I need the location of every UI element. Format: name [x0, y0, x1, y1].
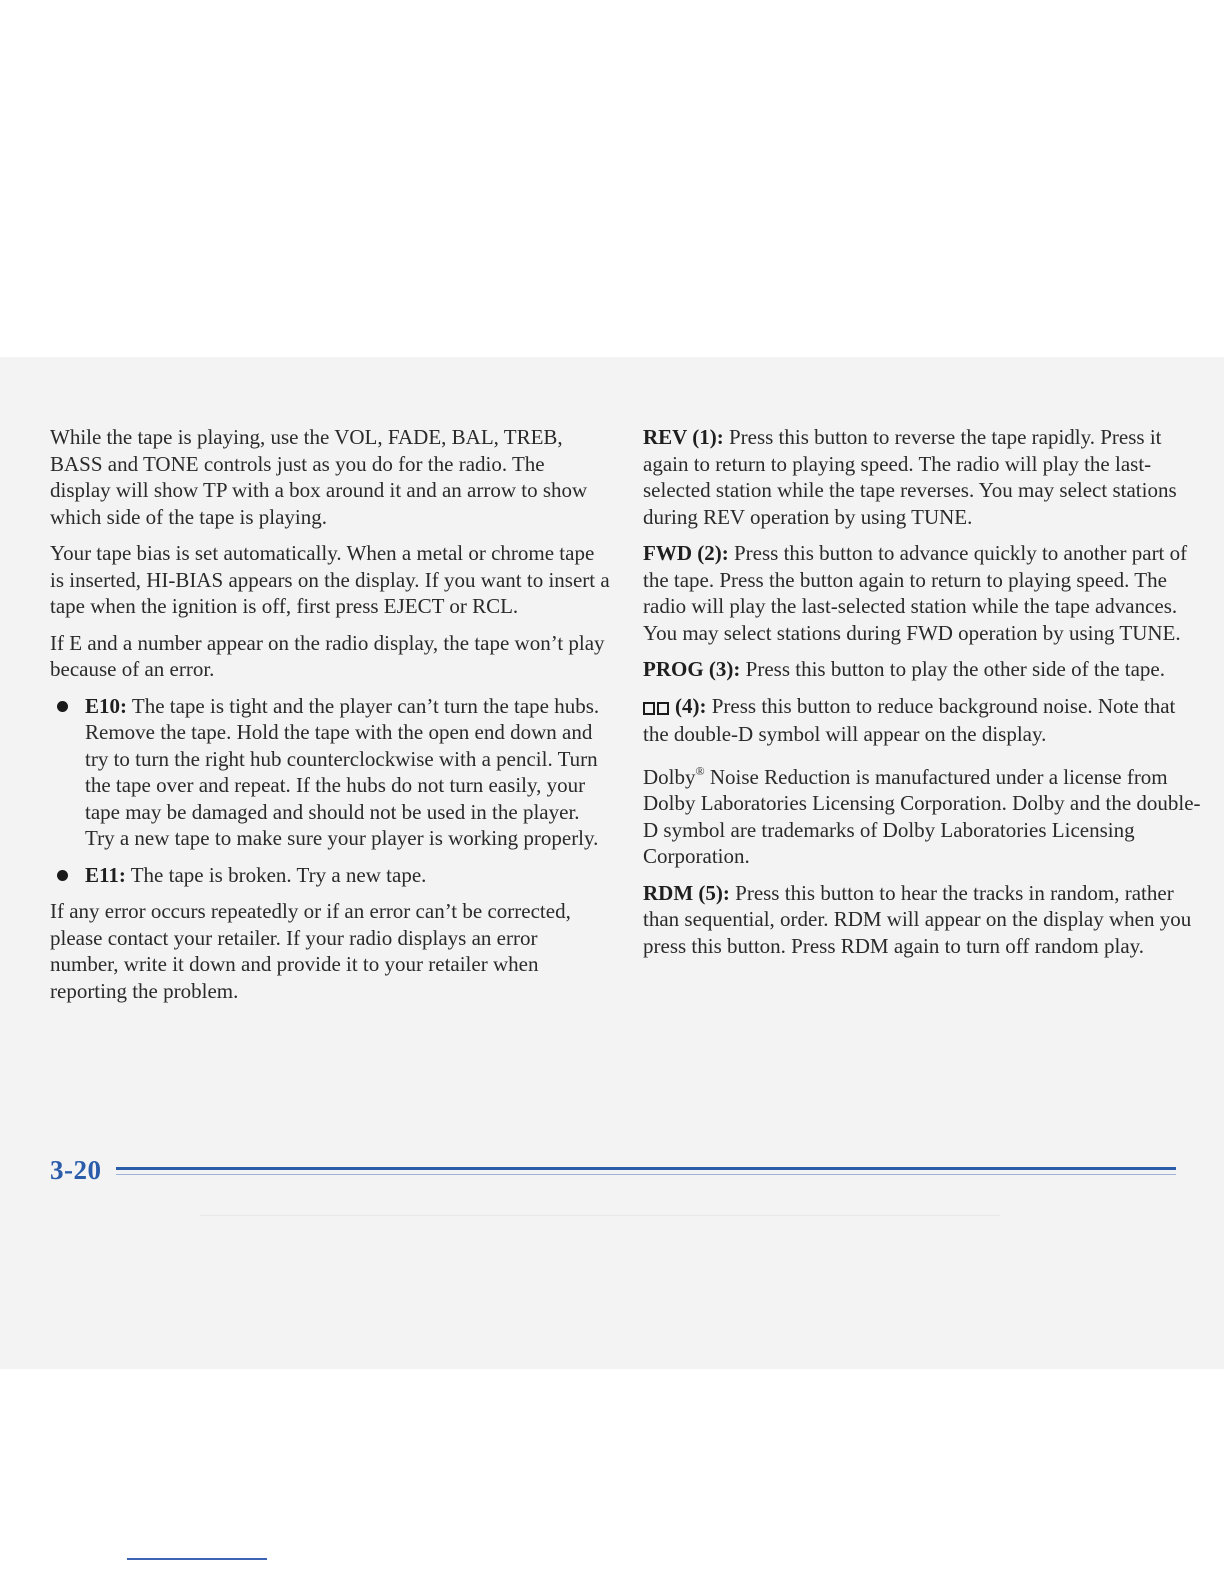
fwd-term: FWD (2): [643, 541, 729, 565]
error-code: E11: [85, 862, 126, 887]
paragraph-dolby-button [643, 693, 1203, 748]
paragraph-rdm [643, 880, 1203, 960]
paragraph-rev [643, 424, 1203, 530]
rev-text: Press this button to reverse the tape rapidly. Press it again to return to playing speed. The radio will play the last-selected station while the tape reverses. You may select stations during REV operation by using TUNE. [643, 425, 1177, 529]
fwd-text: Press this button to advance quickly to another part of the tape. Press the button again to return to playing speed. The radio will play the last-selected station while the tape advances. You may select stations during FWD operation by using TUNE. [643, 541, 1188, 645]
error-code: E10: [85, 693, 127, 718]
rev-term: REV (1): [643, 425, 724, 449]
error-text: The tape is tight and the player can’t turn the tape hubs. Remove the tape. Hold the tape with the open end down and try to turn the right hub counterclockwise with a pencil. Turn the tape over and repeat. If the hubs do not turn easily, your tape may be damaged and should not be used in the player. Try a new tape to make sure your player is working properly. [85, 693, 600, 850]
paragraph-prog [643, 656, 1203, 683]
paragraph-error-intro: If E and a number appear on the radio display, the tape won’t play because of an error. [50, 630, 605, 681]
footer-rule [116, 1167, 1176, 1170]
footer-rule-thin [116, 1174, 1176, 1175]
double-d-icon [643, 695, 671, 722]
paragraph-controls: While the tape is playing, use the VOL, FADE, BAL, TREB, BASS and TONE controls just as you do for the radio. The display will show TP with a box around it and an arrow to show which side of the tape is playing. [50, 425, 588, 529]
right-column [643, 424, 1203, 969]
paragraph-tape-bias: Your tape bias is set automatically. When a metal or chrome tape is inserted, HI-BIAS appears on the display. If you want to insert a tape when the ignition is off, first press EJECT or RCL. [50, 541, 610, 618]
paragraph-contact-retailer: If any error occurs repeatedly or if an error can’t be corrected, please contact your retailer. If your radio displays an error number, write it down and provide it to your retailer when reporting the problem. [50, 899, 571, 1003]
dolby-button-text: Press this button to reduce background noise. Note that the double-D symbol will appear on the display. [643, 693, 1176, 746]
dolby-note-text: Noise Reduction is manufactured under a license from Dolby Laboratories Licensing Corporation. Dolby and the double-D symbol are trademarks of Dolby Laboratories Licensing Corporation. [643, 764, 1201, 868]
paragraph-dolby-note [643, 758, 1203, 870]
bottom-accent-line [127, 1558, 267, 1560]
error-item-e11 [50, 862, 610, 889]
registered-mark: ® [695, 763, 705, 778]
dolby-word: Dolby [643, 764, 696, 789]
paragraph-fwd [643, 540, 1203, 646]
rdm-term: RDM (5): [643, 880, 730, 905]
bullet-icon [57, 701, 68, 712]
error-code-list [50, 693, 610, 889]
page-number: 3-20 [50, 1155, 102, 1185]
error-item-e10 [50, 693, 610, 852]
faint-divider [200, 1215, 1000, 1216]
prog-text: Press this button to play the other side of the tape. [740, 657, 1165, 681]
rdm-text: Press this button to hear the tracks in random, rather than sequential, order. RDM will appear on the display when you press this button. Press RDM again to turn off random play. [643, 880, 1192, 958]
left-column [50, 424, 610, 1014]
prog-term: PROG (3): [643, 657, 741, 681]
dolby-term: (4): [675, 693, 707, 718]
bullet-icon [57, 870, 68, 881]
error-text: The tape is broken. Try a new tape. [125, 862, 427, 887]
